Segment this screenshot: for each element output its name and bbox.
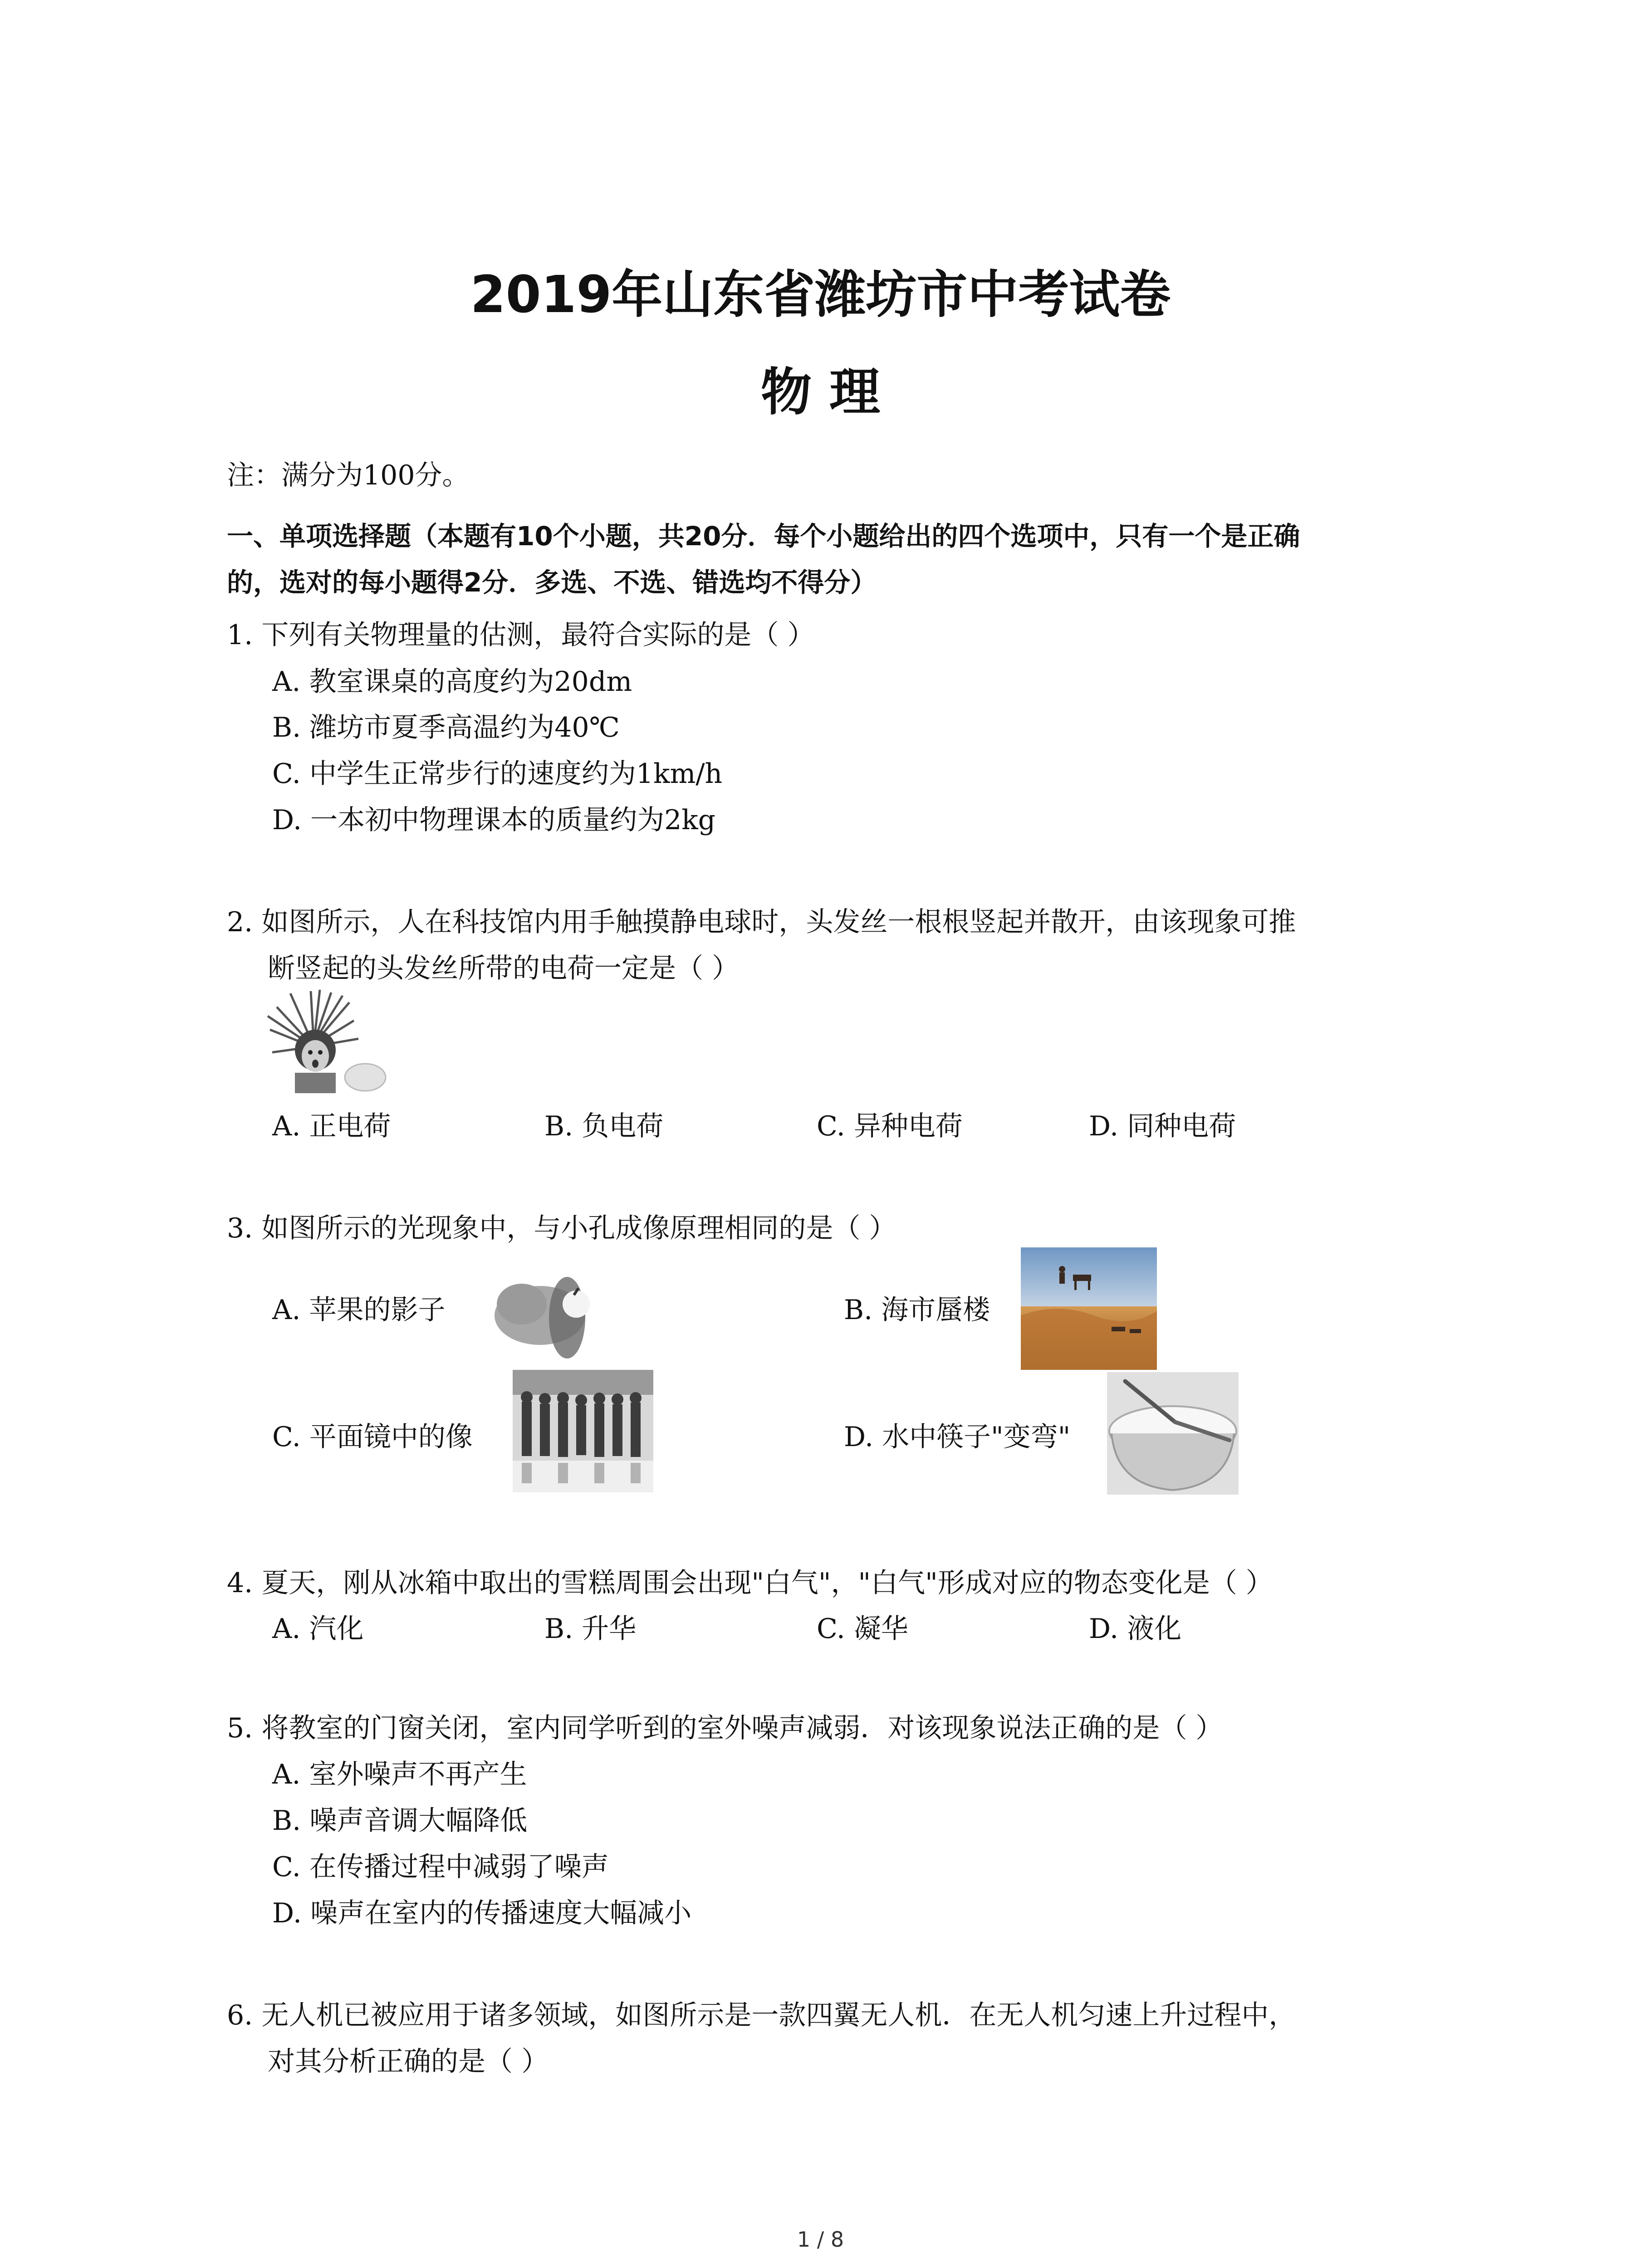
q5-option-b: B. 噪声音调大幅降低 xyxy=(272,1805,528,1837)
q2-option-c: C. 异种电荷 xyxy=(817,1110,963,1142)
q4-option-c: C. 凝华 xyxy=(817,1613,908,1645)
static-hair-image xyxy=(263,989,395,1093)
q1-stem: 1. 下列有关物理量的估测，最符合实际的是（ ） xyxy=(227,619,815,651)
q2-option-b: B. 负电荷 xyxy=(544,1110,664,1142)
q4-option-a: A. 汽化 xyxy=(272,1613,364,1645)
q3-option-d: D. 水中筷子"变弯" xyxy=(844,1421,1071,1453)
q5-option-d: D. 噪声在室内的传播速度大幅减小 xyxy=(272,1897,692,1929)
section-heading-line2: 的，选对的每小题得2分．多选、不选、错选均不得分） xyxy=(227,567,877,598)
q2-option-a: A. 正电荷 xyxy=(272,1110,391,1142)
q3-option-b: B. 海市蜃楼 xyxy=(844,1294,990,1326)
q3-stem: 3. 如图所示的光现象中，与小孔成像原理相同的是（ ） xyxy=(227,1212,896,1244)
q6-stem-line1: 6. 无人机已被应用于诸多领域，如图所示是一款四翼无人机．在无人机匀速上升过程中， xyxy=(227,1999,1296,2031)
chopstick-in-water-image xyxy=(1107,1372,1239,1495)
q5-option-a: A. 室外噪声不再产生 xyxy=(272,1759,527,1790)
q1-option-d: D. 一本初中物理课本的质量约为2kg xyxy=(272,804,716,836)
subject-title: 物 理 xyxy=(761,363,880,422)
apple-shadow-image xyxy=(490,1268,599,1368)
page-number: 1 / 8 xyxy=(797,2227,844,2252)
q4-stem: 4. 夏天，刚从冰箱中取出的雪糕周围会出现"白气"，"白气"形成对应的物态变化是（ ） xyxy=(227,1567,1273,1599)
q5-stem: 5. 将教室的门窗关闭，室内同学听到的室外噪声减弱．对该现象说法正确的是（ ） xyxy=(227,1712,1223,1744)
q3-option-a: A. 苹果的影子 xyxy=(272,1294,446,1326)
q1-option-a: A. 教室课桌的高度约为20dm xyxy=(272,666,632,698)
mirror-image xyxy=(513,1370,653,1492)
q1-option-c: C. 中学生正常步行的速度约为1km/h xyxy=(272,758,723,790)
q6-stem-line2: 对其分析正确的是（ ） xyxy=(268,2046,549,2077)
mirage-image xyxy=(1021,1247,1157,1370)
q4-option-b: B. 升华 xyxy=(544,1613,637,1645)
q5-option-c: C. 在传播过程中减弱了噪声 xyxy=(272,1851,609,1883)
q1-option-b: B. 潍坊市夏季高温约为40℃ xyxy=(272,712,620,743)
q4-option-d: D. 液化 xyxy=(1089,1613,1182,1645)
page-title: 2019年山东省潍坊市中考试卷 xyxy=(470,265,1171,324)
q2-option-d: D. 同种电荷 xyxy=(1089,1110,1236,1142)
q2-stem-line1: 2. 如图所示，人在科技馆内用手触摸静电球时，头发丝一根根竖起并散开，由该现象可推 xyxy=(227,906,1296,938)
section-heading-line1: 一、单项选择题（本题有10个小题，共20分．每个小题给出的四个选项中，只有一个是正确 xyxy=(227,521,1300,552)
q2-stem-line2: 断竖起的头发丝所带的电荷一定是（ ） xyxy=(268,953,740,984)
q3-option-c: C. 平面镜中的像 xyxy=(272,1421,473,1453)
score-note: 注：满分为100分。 xyxy=(227,459,470,491)
